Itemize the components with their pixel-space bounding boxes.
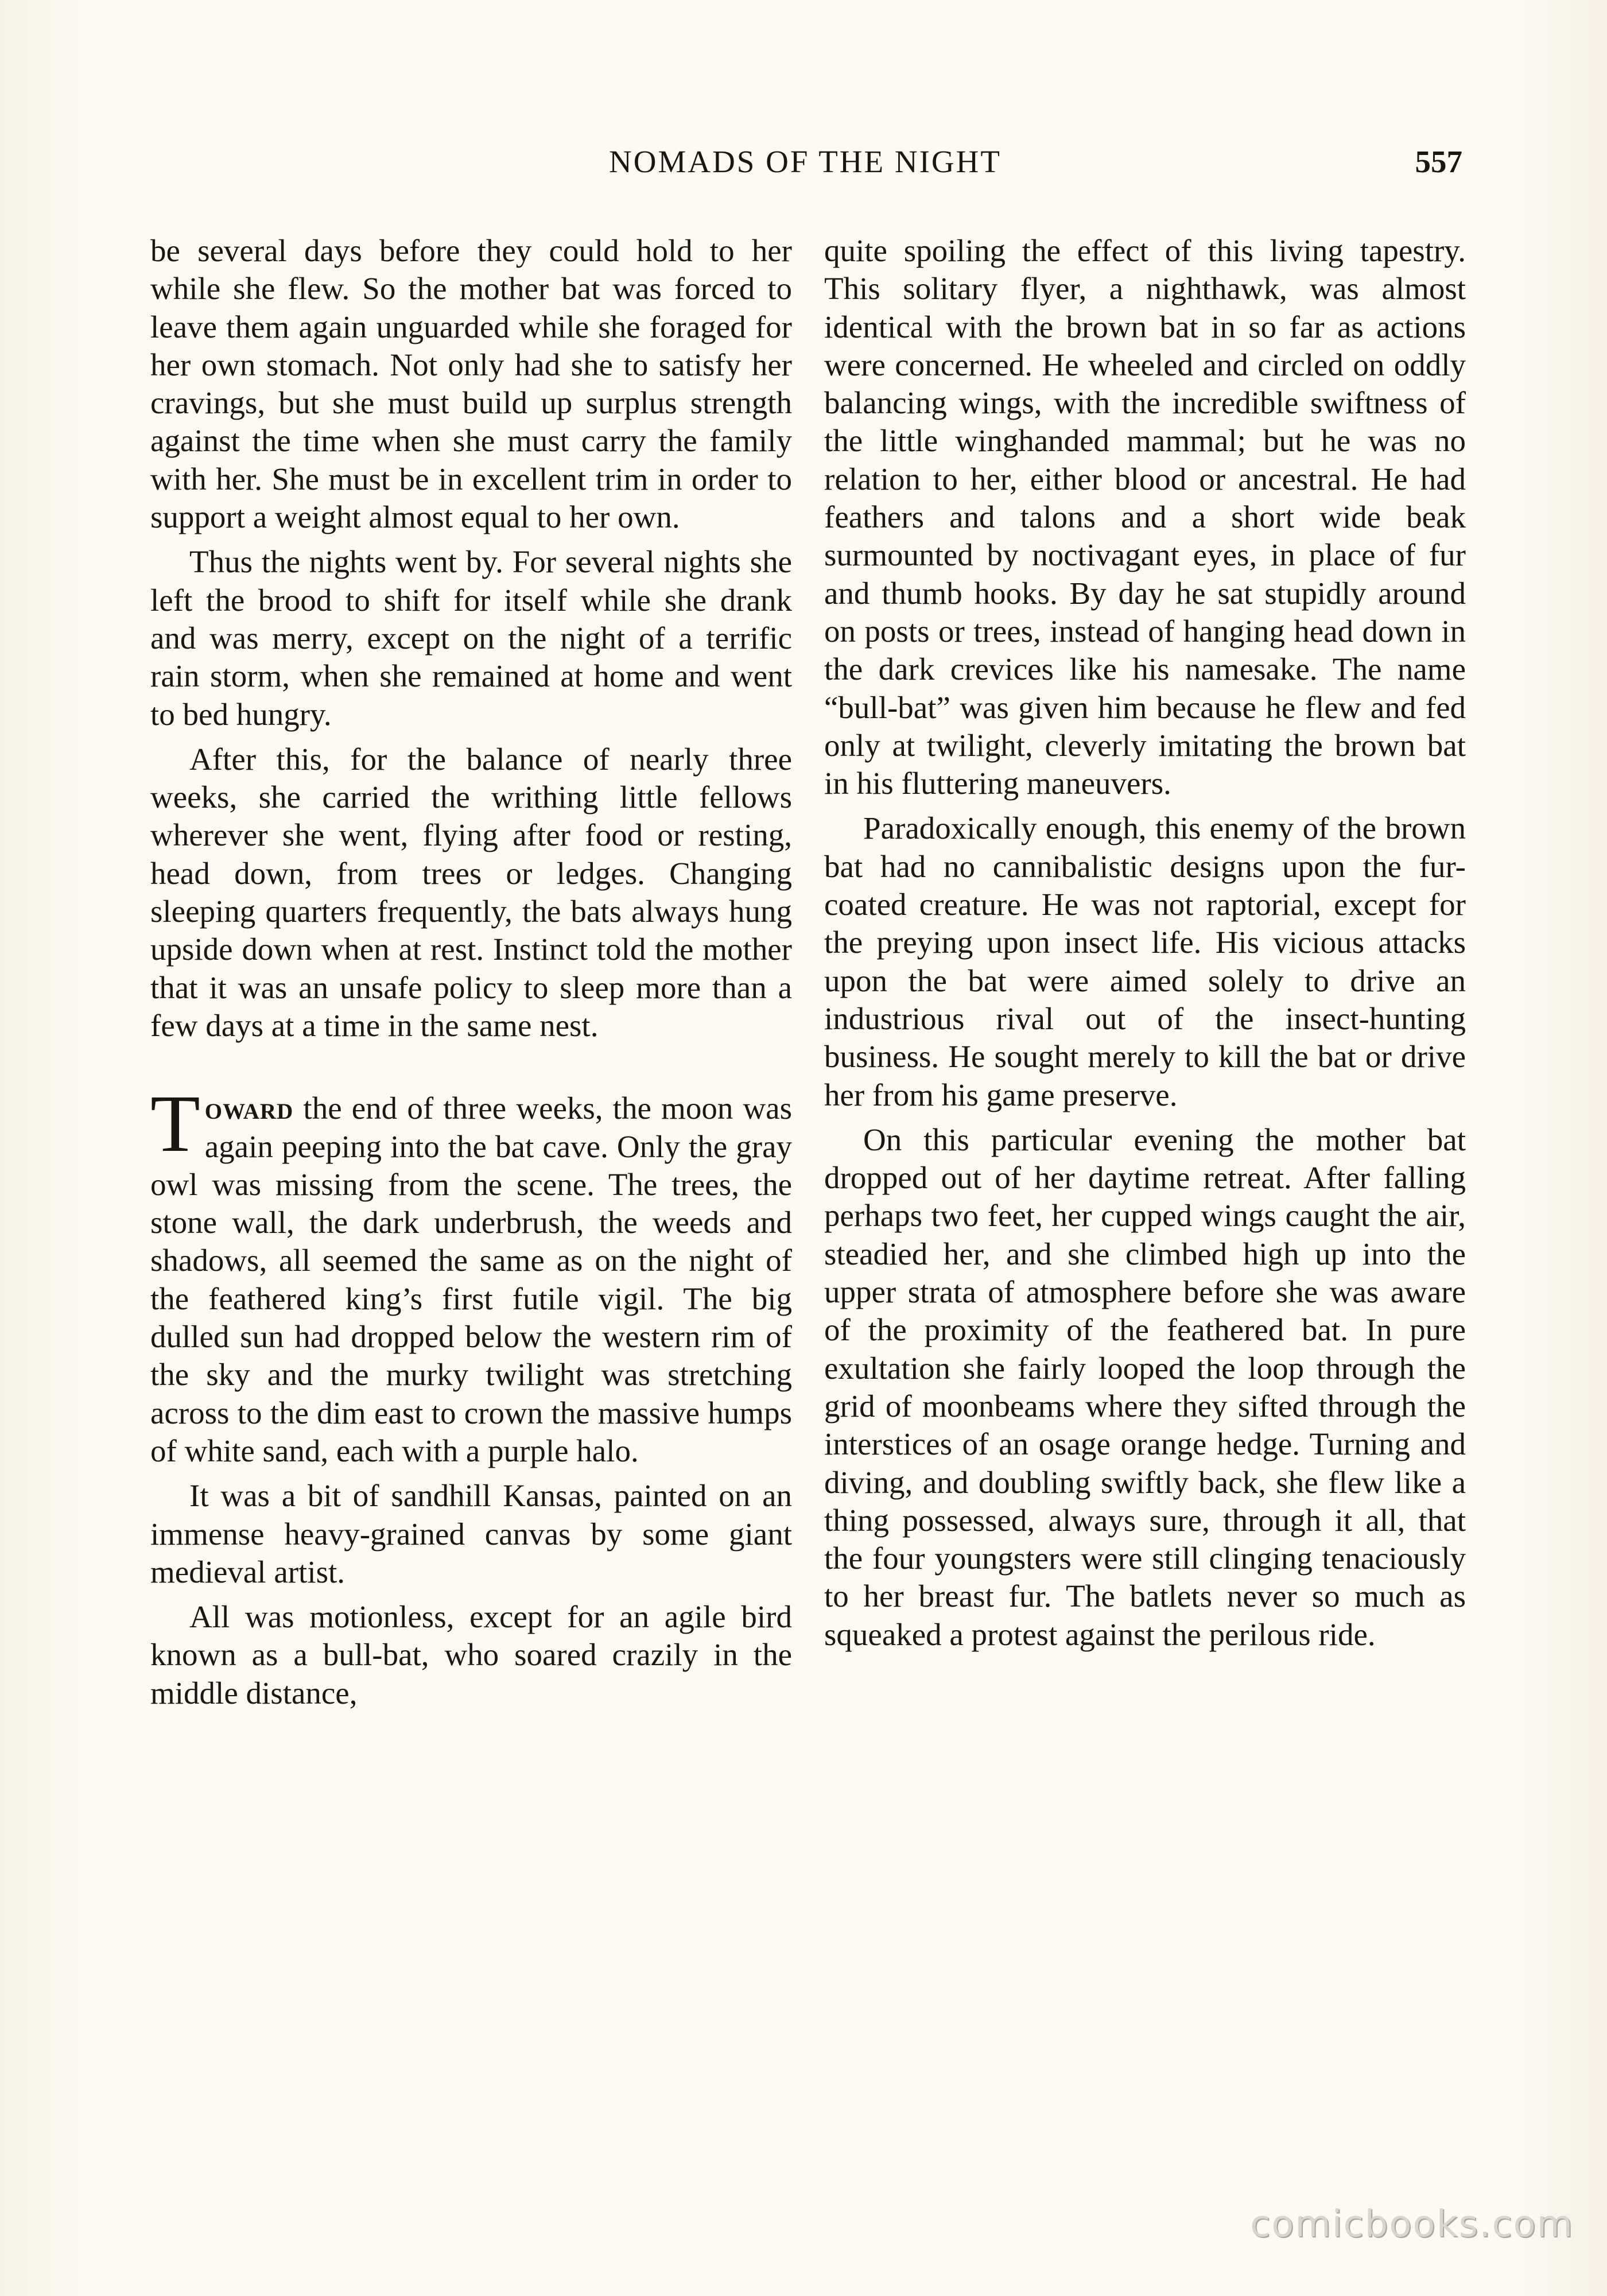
paragraph: It was a bit of sandhill Kansas, painted on an immense heavy-grained canvas by some giant medieval artist. xyxy=(150,1478,792,1589)
right-column xyxy=(824,232,1466,1661)
paragraph: quite spoiling the effect of this living tapestry. This solitary flyer, a nighthawk, was almost identical with the brown bat in so far as actions were concerned. He wheeled and circled on oddly balancing wings, with the incredible swiftness of the little winghanded mammal; but he was no relation to her, either blood or ancestral. He had feathers and talons and a short wide beak surmounted by noctivagant eyes, in place of fur and thumb hooks. By day he sat stupidly around on posts or trees, instead of hanging head down in the dark crevices like his namesake. The name “bull-bat” was given him because he flew and fed only at twilight, cleverly imitating the brown bat in his fluttering maneuvers. xyxy=(824,233,1466,801)
paragraph: Paradoxically enough, this enemy of the brown bat had no cannibalistic designs upon the fur-coated creature. He was not raptorial, except for the preying upon insect life. His vicious attacks upon the bat were aimed solely to drive an industrious rival out of the insect-hunting business. He sought merely to kill the bat or drive her from his game preserve. xyxy=(824,810,1466,1112)
left-column xyxy=(150,232,792,1719)
section-opening-paragraph xyxy=(150,1078,792,1470)
paragraph: All was motionless, except for an agile bird known as a bull-bat, who soared crazily in the middle distance, xyxy=(150,1599,792,1711)
small-caps-lead: oward xyxy=(204,1091,294,1126)
drop-cap: T xyxy=(150,1078,200,1169)
watermark: comicbooks.com xyxy=(1249,2203,1574,2245)
paragraph: be several days before they could hold to her while she flew. So the mother bat was forced to leave them again unguarded while she foraged for her own stomach. Not only had she to satisfy her cravings, but she must build up surplus strength against the time when she must carry the family with her. She must be in excellent trim in order to support a weight almost equal to her own. xyxy=(150,233,792,535)
page-number: 557 xyxy=(1415,144,1462,179)
running-title: NOMADS OF THE NIGHT xyxy=(609,144,1002,179)
paragraph-text: the end of three weeks, the moon was again peeping into the bat cave. Only the gray owl was missing from the scene. The trees, the stone wall, the dark underbrush, the weeds and shadows, all seemed the same as on the night of the feathered king’s first futile vigil. The big dulled sun had dropped below the western rim of the sky and the murky twilight was stretching across to the dim east to crown the massive humps of white sand, each with a purple halo. xyxy=(150,1091,792,1468)
paragraph: Thus the nights went by. For several nights she left the brood to shift for itself while she drank and was merry, except on the night of a terrific rain storm, when she remained at home and went to bed hungry. xyxy=(150,544,792,732)
running-head xyxy=(148,144,1462,189)
paragraph: On this particular evening the mother bat dropped out of her daytime retreat. After falling perhaps two feet, her cupped wings caught the air, steadied her, and she climbed high up into the upper strata of atmosphere before she was aware of the proximity of the feathered bat. In pure exultation she fairly looped the loop through the grid of moonbeams where they sifted through the interstices of an osage orange hedge. Turning and diving, and doubling swiftly back, she flew like a thing possessed, always sure, through it all, that the four youngsters were still clinging tenaciously to her breast fur. The batlets never so much as squeaked a protest against the perilous ride. xyxy=(824,1122,1466,1652)
paragraph: After this, for the balance of nearly three weeks, she carried the writhing little fellows wherever she went, flying after food or resting, head down, from trees or ledges. Changing sleeping quarters frequently, the bats always hung upside down when at rest. Instinct told the mother that it was an unsafe policy to sleep more than a few days at a time in the same nest. xyxy=(150,741,792,1043)
